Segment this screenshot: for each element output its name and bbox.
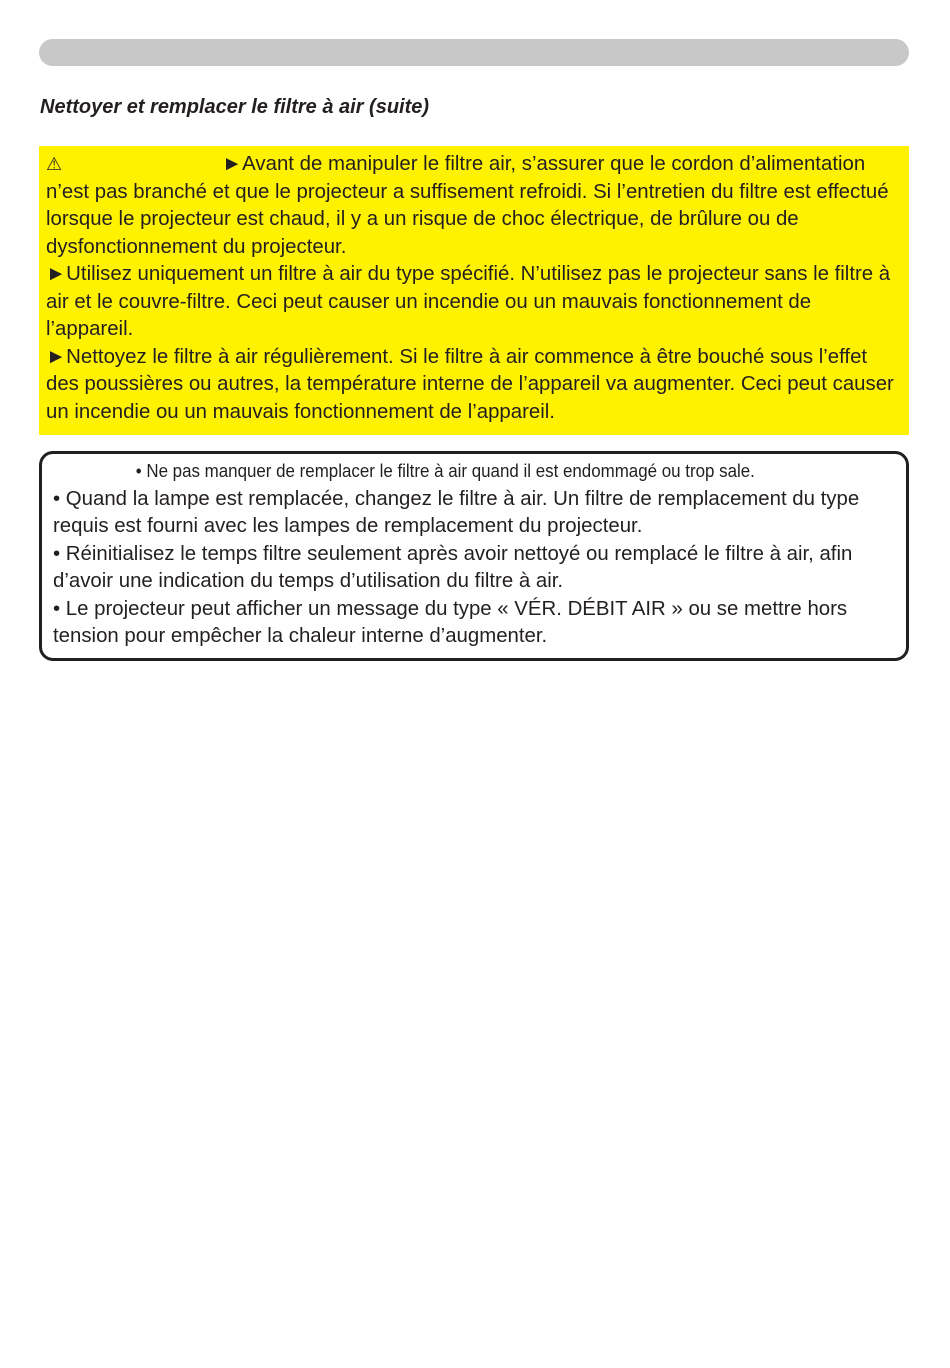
warning-paragraph: ►Nettoyez le filtre à air régulièrement. Si le filtre à air commence à être bouché sous l’effet des poussières ou autres, la température interne de l’appareil va augmenter. Ceci peut causer un incendie ou un mauvais fonctionnement de l’appareil. <box>46 345 894 423</box>
note-item-text: • Ne pas manquer de remplacer le filtre à air quand il est endommagé ou trop sale. <box>135 461 755 481</box>
note-item <box>53 458 896 486</box>
warning-triangle-icon: ⚠ <box>46 154 63 174</box>
section-title: Nettoyer et remplacer le filtre à air (suite) <box>40 96 430 118</box>
warning-box <box>39 146 909 435</box>
page-header-bar <box>39 39 909 66</box>
warning-paragraph: ►Utilisez uniquement un filtre à air du type spécifié. N’utilisez pas le projecteur sans le filtre à air et le couvre-filtre. Ceci peut causer un incendie ou un mauvais fonctionnement de l’appareil. <box>46 263 891 340</box>
warning-paragraph <box>46 151 903 261</box>
note-item: • Réinitialisez le temps filtre seulement après avoir nettoyé ou remplacé le filtre à air, afin d’avoir une indication du temps d’utilisation du filtre à air. <box>53 542 853 592</box>
note-item: • Quand la lampe est remplacée, changez le filtre à air. Un filtre de remplacement du type requis est fourni avec les lampes de remplacement du projecteur. <box>53 487 860 537</box>
warning-text: ►Avant de manipuler le filtre air, s’assurer que le cordon d’alimentation n’est pas branché et que le projecteur a suffisement refroidi. Si l’entretien du filtre est effectué lorsque le projecteur est chaud, il y a un risque de choc électrique, de brûlure ou de dysfonctionnement du projecteur. <box>46 153 889 258</box>
note-item: • Le projecteur peut afficher un message du type « VÉR. DÉBIT AIR » ou se mettre hors tension pour empêcher la chaleur interne d’augmenter. <box>53 597 848 647</box>
note-box <box>39 451 909 661</box>
